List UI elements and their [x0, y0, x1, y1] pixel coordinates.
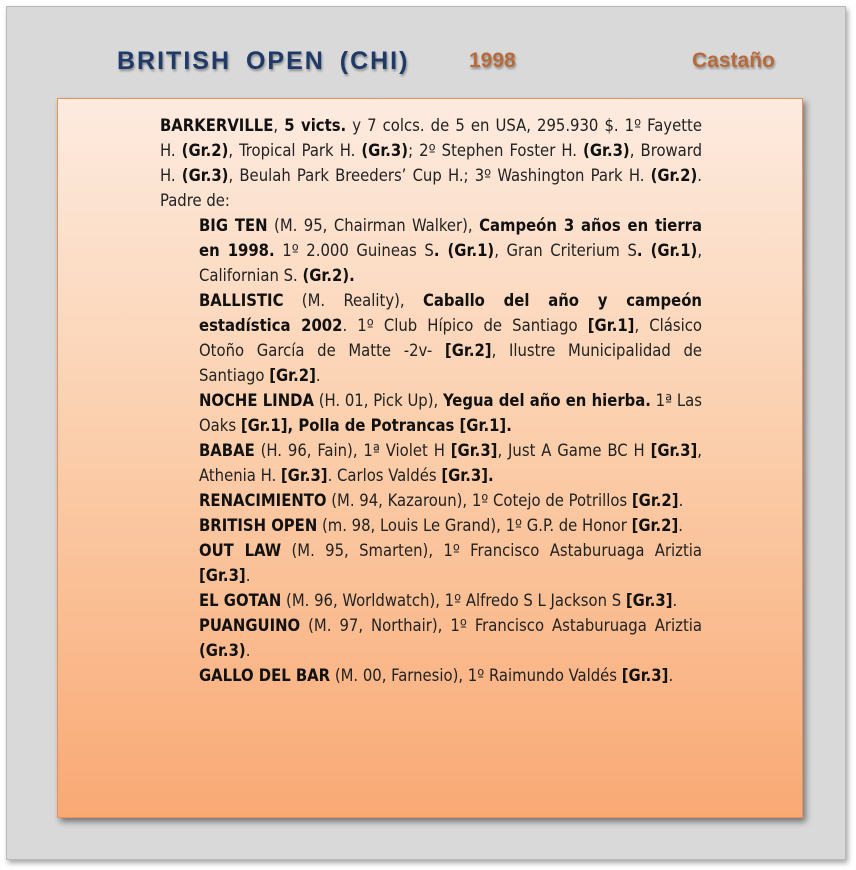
offspring-out-law: [199, 538, 702, 588]
offspring-text: . 1º Club Hípico de Santiago: [342, 316, 588, 335]
sire-text: , Tropical Park H.: [228, 141, 362, 160]
grade: (Gr.2).: [302, 266, 355, 285]
sire-paragraph: BARKERVILLE, 5 victs. y 7 colcs. de 5 en USA, 295.930 $. 1º Fayette H. (Gr.2), Tropical Park H. (Gr.3); 2º Stephen Foster H. (Gr.3), Broward H. (Gr.3), Beulah Park Breeders’ Cup H.; 3º Washington Park H. (Gr.2). Padre de:: [160, 116, 703, 210]
grade: [Gr.3]: [650, 441, 698, 460]
sire-text: y 7 colcs. de 5 en USA, 295.930 $. 1º Fayette H.: [160, 116, 702, 160]
offspring-text: , Gran Criterium S: [494, 241, 637, 260]
horse-name: PUANGUINO: [199, 616, 301, 635]
sire-text: , Beulah Park Breeders’ Cup H.; 3º Washington Park H.: [228, 166, 651, 185]
page-title: BRITISH OPEN (CHI): [117, 47, 410, 75]
offspring-text: (M. 96, Worldwatch), 1º Alfredo S L Jackson S: [281, 591, 626, 610]
horse-name: EL GOTAN: [199, 591, 282, 610]
horse-name: RENACIMIENTO: [199, 491, 327, 510]
sire-name: BARKERVILLE: [160, 116, 274, 135]
grade: . (Gr.1): [433, 241, 495, 260]
offspring-text: (H. 96, Fain), 1ª Violet H: [254, 441, 451, 460]
offspring-title: Campeón 3 años en tierra en 1998.: [199, 216, 703, 260]
offspring-text: (M. 95, Chairman Walker),: [267, 216, 480, 235]
horse-name: NOCHE LINDA: [199, 391, 314, 410]
offspring-ballistic: [199, 288, 702, 388]
grade: (Gr.2): [650, 166, 698, 185]
pedigree-text: [160, 113, 702, 688]
header-color: Castaño: [692, 49, 775, 72]
header-year: 1998: [469, 49, 516, 72]
offspring-gallo-del-bar: [199, 663, 702, 688]
offspring-text: .: [678, 516, 683, 535]
horse-name: GALLO DEL BAR: [199, 666, 331, 685]
offspring-text: .: [678, 491, 684, 510]
offspring-text: , Athenia H.: [199, 441, 702, 485]
offspring-big-ten: [199, 213, 702, 288]
offspring-text: 1º 2.000 Guineas S: [274, 241, 434, 260]
grade: [Gr.2]: [444, 341, 492, 360]
offspring-renacimiento: [199, 488, 702, 513]
grade: (Gr.3): [181, 166, 229, 185]
offspring-title: Caballo del año y campeón estadística 2002: [199, 291, 702, 335]
offspring-text: (M. 00, Farnesio), 1º Raimundo Valdés: [330, 666, 622, 685]
offspring-text: . Carlos Valdés: [327, 466, 442, 485]
grade: [Gr.3]: [625, 591, 673, 610]
grade: [Gr.1], Polla de Potrancas [Gr.1].: [240, 416, 512, 435]
offspring-text: , Just A Game BC H: [497, 441, 651, 460]
offspring-el-gotan: [199, 588, 702, 613]
page-frame: [6, 6, 846, 860]
offspring-text: (H. 01, Pick Up),: [313, 391, 444, 410]
offspring-text: .: [245, 566, 251, 585]
grade: [Gr.3].: [441, 466, 494, 485]
grade: [Gr.3]: [621, 666, 669, 685]
sire-text: , Broward H.: [160, 141, 702, 185]
grade: [Gr.3]: [199, 566, 246, 585]
offspring-babae: [199, 438, 702, 488]
offspring-text: (M. Reality),: [283, 291, 423, 310]
offspring-text: , Ilustre Municipalidad de Santiago: [199, 341, 703, 385]
offspring-text: .: [315, 366, 321, 385]
grade: (Gr.2): [181, 141, 229, 160]
horse-name: OUT LAW: [199, 541, 282, 560]
grade: (Gr.3): [583, 141, 630, 160]
pedigree-card: [57, 98, 803, 818]
grade: (Gr.3): [199, 641, 246, 660]
offspring-text: (M. 97, Northair), 1º Francisco Astaburuaga Ariztia: [300, 616, 702, 635]
offspring-text: .: [672, 591, 678, 610]
offspring-text: (M. 95, Smarten), 1º Francisco Astaburuaga Ariztia: [281, 541, 702, 560]
horse-name: BABAE: [199, 441, 255, 460]
offspring-text: (m. 98, Louis Le Grand), 1º G.P. de Honor: [317, 516, 632, 535]
offspring-puanguino: [199, 613, 702, 663]
grade: [Gr.3]: [450, 441, 498, 460]
offspring-text: .: [245, 641, 251, 660]
offspring-british-open: [199, 513, 702, 538]
grade: [Gr.3]: [280, 466, 328, 485]
offspring-text: , Californian S.: [199, 241, 703, 285]
grade: [Gr.2]: [631, 516, 679, 535]
grade: [Gr.2]: [269, 366, 316, 385]
grade: (Gr.3): [361, 141, 409, 160]
horse-name: BIG TEN: [199, 216, 268, 235]
sire-text: ; 2º Stephen Foster H.: [408, 141, 584, 160]
offspring-title: Yegua del año en hierba.: [443, 391, 651, 410]
grade: . (Gr.1): [636, 241, 698, 260]
offspring-text: , Clásico Otoño García de Matte -2v-: [199, 316, 702, 360]
horse-name: BRITISH OPEN: [199, 516, 318, 535]
sire-wins: 5 victs.: [284, 116, 347, 135]
grade: [Gr.1]: [587, 316, 635, 335]
offspring-text: (M. 94, Kazaroun), 1º Cotejo de Potrillos: [326, 491, 632, 510]
horse-name: BALLISTIC: [199, 291, 284, 310]
sire-text: . Padre de:: [160, 166, 703, 210]
grade: [Gr.2]: [631, 491, 679, 510]
offspring-text: .: [668, 666, 674, 685]
offspring-text: 1ª Las Oaks: [199, 391, 702, 435]
offspring-noche-linda: [199, 388, 702, 438]
